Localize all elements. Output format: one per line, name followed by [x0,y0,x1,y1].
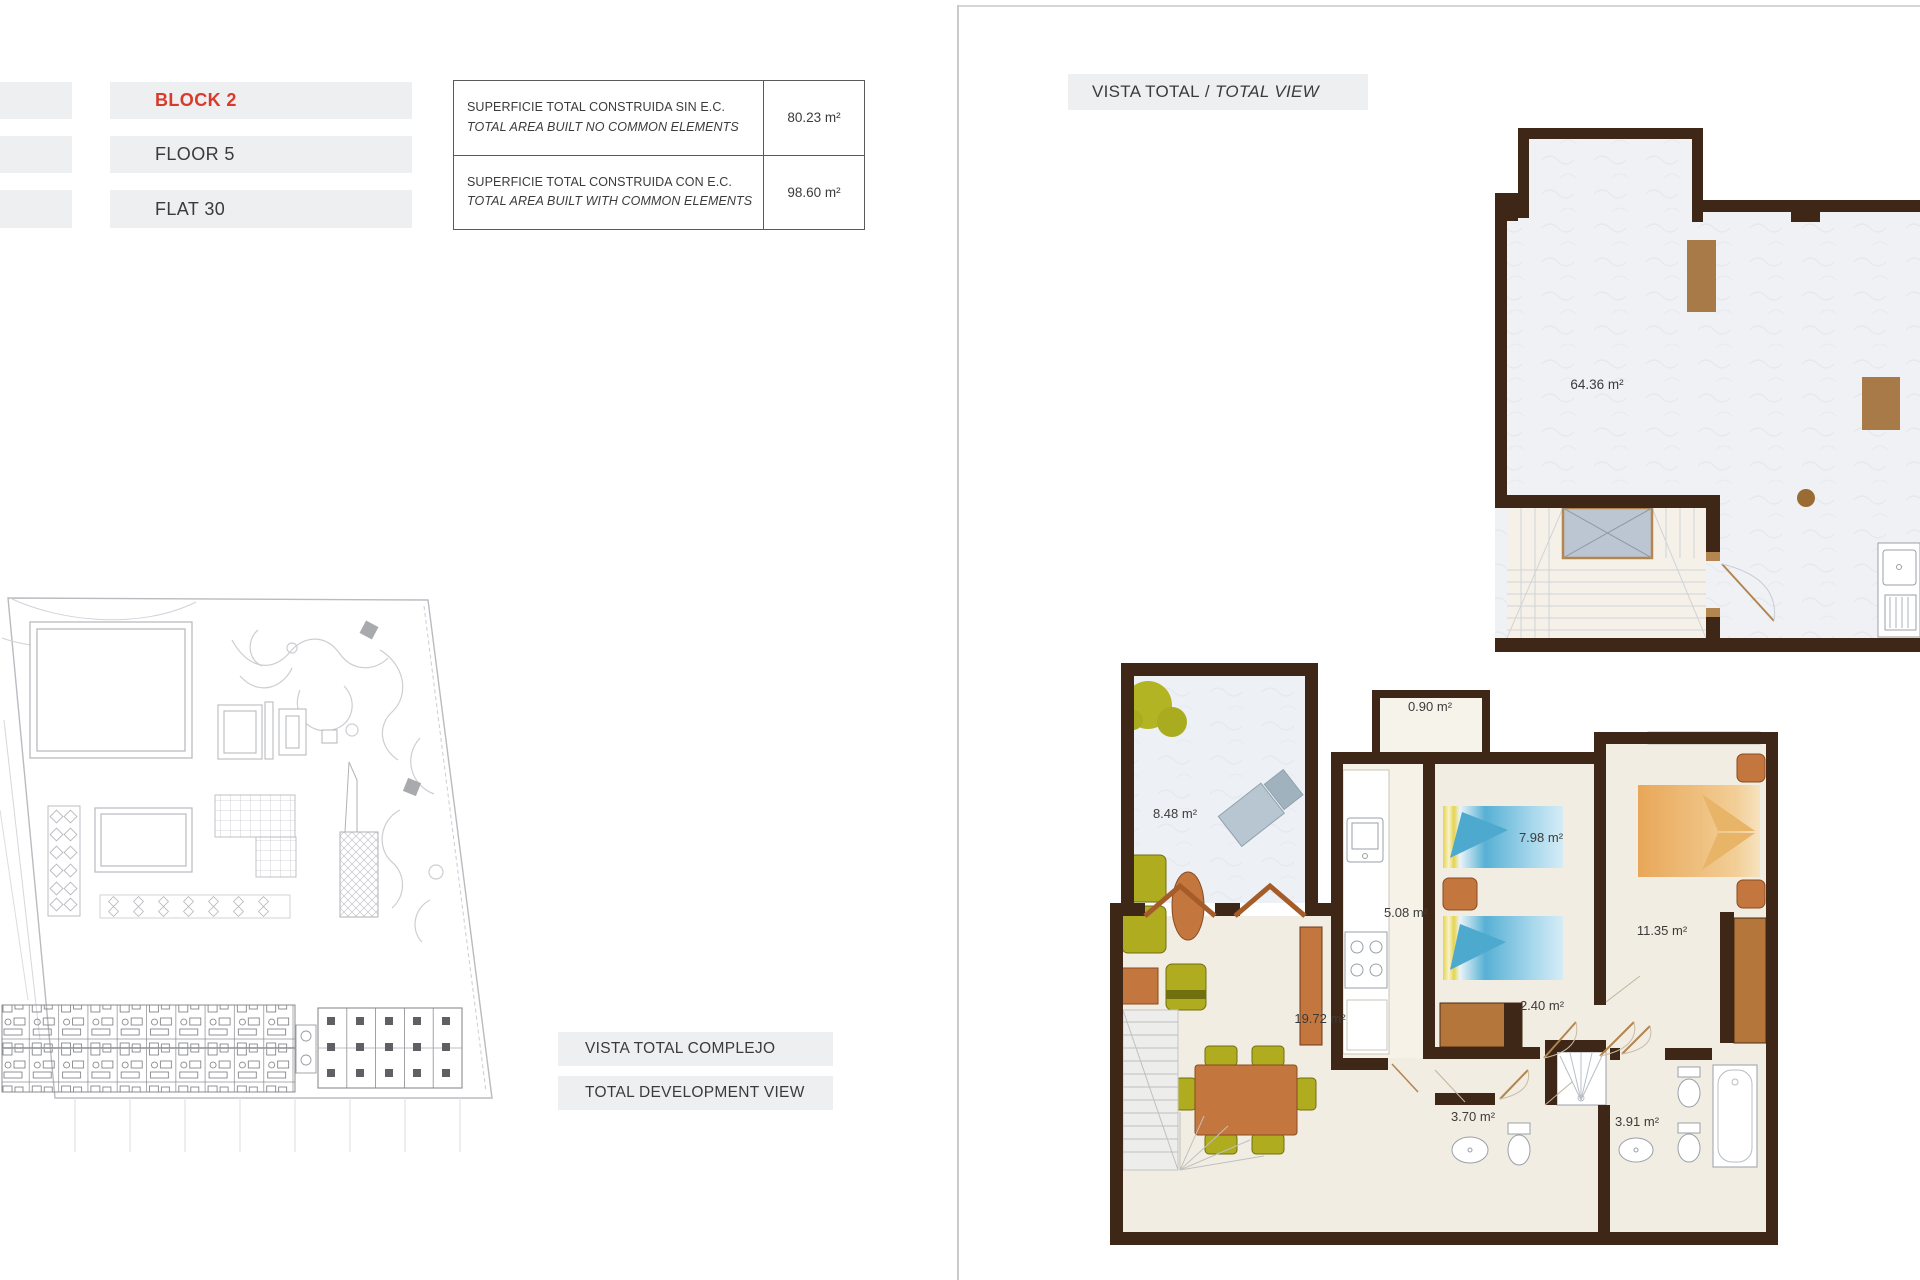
area-es-label: SUPERFICIE TOTAL CONSTRUIDA CON E.C. [467,174,732,189]
site-plan [0,480,545,1180]
block-label: BLOCK 2 [155,90,237,110]
view-header-sep: / [1199,82,1215,101]
site-caption-en-bar [558,1076,833,1110]
area-value: 80.23 m² [763,81,864,155]
left-edge-stub-2 [0,136,72,173]
living-area-label: 19.72 m² [1294,1011,1346,1026]
area-row-with-common [454,155,864,230]
left-edge-stub-3 [0,190,72,228]
site-pergola-column [48,806,80,916]
area-table [453,80,865,230]
roof-terrace-area-label: 64.36 m² [1570,377,1624,392]
area-es-label: SUPERFICIE TOTAL CONSTRUIDA SIN E.C. [467,100,726,115]
flat-plan [1100,650,1800,1250]
site-connector [296,1025,316,1073]
roof-stair-enclosure [1507,508,1706,638]
area-en-label: TOTAL AREA BUILT WITH COMMON ELEMENTS [467,194,753,209]
block-label-bar [110,82,412,119]
hall-area-label: 2.40 m² [1519,998,1565,1013]
bathroom-2-area-label: 3.91 m² [1614,1114,1660,1129]
flat-label-bar [110,190,412,228]
page-top-rule [957,5,1920,7]
floor-label-bar [110,136,412,173]
roof-plan [1484,118,1920,660]
store-area-label: 0.90 m² [1407,699,1453,714]
site-pool-2 [95,808,192,872]
area-row-text [454,156,763,230]
site-plot-ticks [75,1098,460,1152]
area-value: 98.60 m² [763,156,864,230]
bathtub [1713,1065,1757,1167]
site-tower [340,762,378,917]
site-unit-rows [2,1005,295,1092]
site-caption-en: TOTAL DEVELOPMENT VIEW [585,1084,805,1101]
area-row-text [454,81,763,155]
bedroom-main-area-label: 11.35 m² [1636,923,1688,938]
site-block-right [318,1008,462,1088]
bathroom-1-area-label: 3.70 m² [1450,1109,1496,1124]
view-header-es: VISTA TOTAL [1092,82,1200,101]
terrace-area-label: 8.48 m² [1152,806,1198,821]
page-fold-divider [957,5,959,1280]
site-pool-main [30,622,192,758]
floor-label: FLOOR 5 [155,144,235,164]
bedroom-small-area-label: 7.98 m² [1518,830,1564,845]
shower [1557,1052,1606,1105]
area-row-no-common [454,81,864,155]
flat-label: FLAT 30 [155,198,226,219]
left-edge-stub-1 [0,82,72,119]
site-caption-es-bar [558,1032,833,1066]
roof-bbq-unit [1878,543,1920,637]
kitchen-counter [1343,770,1389,1054]
view-header-bar [1068,74,1368,110]
view-header-en: TOTAL VIEW [1214,82,1320,101]
kitchen-area-label: 5.08 m² [1383,905,1429,920]
site-caption-es: VISTA TOTAL COMPLEJO [585,1040,776,1057]
living-sideboard [1300,927,1322,1045]
site-diamond-strip [100,895,290,918]
area-en-label: TOTAL AREA BUILT NO COMMON ELEMENTS [467,119,739,134]
roof-table [1797,489,1815,507]
site-checker-terrace [215,795,296,877]
